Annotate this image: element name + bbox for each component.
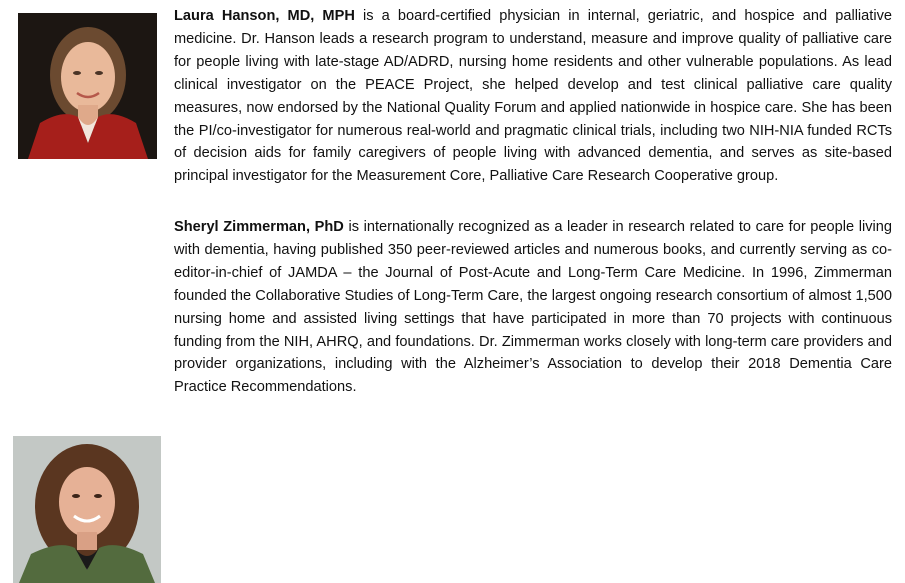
bio-paragraph xyxy=(174,216,892,399)
person-name: Sheryl Zimmerman, PhD xyxy=(174,219,344,235)
bio-paragraph xyxy=(174,5,892,188)
bio-text: is a board-certified physician in internal, geriatric, and hospice and palliative medicine. Dr. Hanson leads a research program to understand, measure and improve quality of palliative care for people living with late-stage AD/ADRD, nursing home residents and other vulnerable populations. As lead clinical investigator on the PEACE Project, she helped develop and test clinical palliative care quality measures, now endorsed by the National Quality Forum and applied nationwide in hospice care. She has been the PI/co-investigator for numerous real-world and pragmatic clinical trials, including two NIH-NIA funded RCTs of decision aids for family caregivers of people living with advanced dementia, and serves as site-based principal investigator for the Measurement Core, Palliative Care Research Cooperative group. xyxy=(174,8,892,185)
person-name: Laura Hanson, MD, MPH xyxy=(174,8,355,24)
portrait-photo-sheryl-zimmerman xyxy=(13,436,161,583)
portrait-photo-laura-hanson xyxy=(18,13,157,159)
bio-sheryl-zimmerman xyxy=(0,210,905,410)
bio-text: is internationally recognized as a leader in research related to care for people living with dementia, having published 350 peer-reviewed articles and numerous books, and currently serving as co-editor-in-chief of JAMDA – the Journal of Post-Acute and Long-Term Care Medicine. In 1996, Zimmerman founded the Collaborative Studies of Long-Term Care, the largest ongoing research consortium of almost 1,500 nursing home and assisted living settings that have participated in more than 70 projects with continuous funding from the NIH, AHRQ, and foundations. Dr. Zimmerman works closely with long-term care providers and provider organizations, including with the Alzheimer’s Association to develop their 2018 Dementia Care Practice Recommendations. xyxy=(174,219,892,396)
bio-laura-hanson xyxy=(0,0,905,205)
